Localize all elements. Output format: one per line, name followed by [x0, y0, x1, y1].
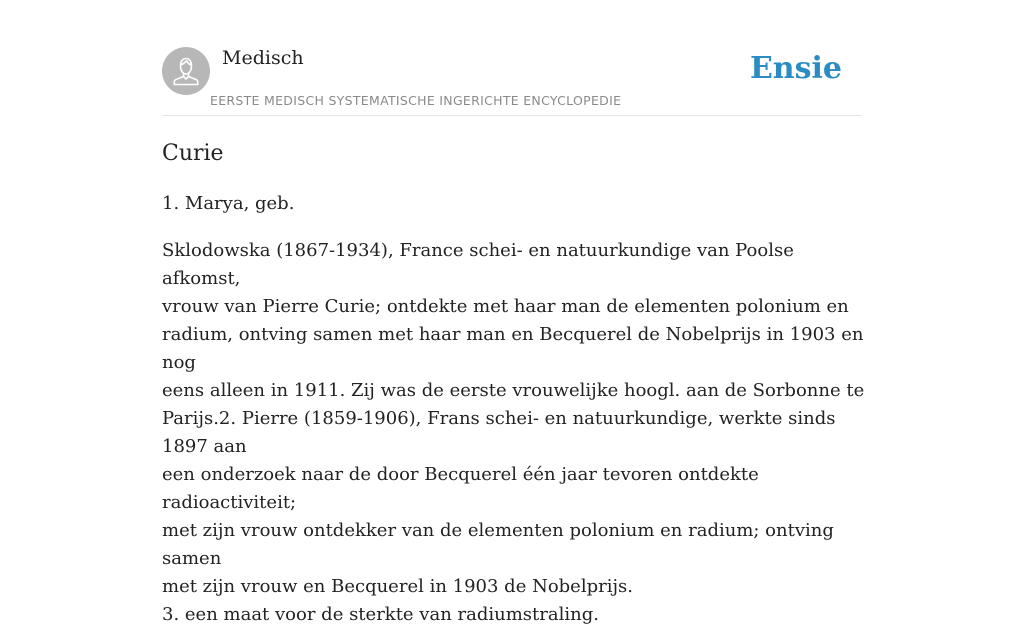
entry-content	[162, 138, 872, 629]
header	[162, 0, 862, 116]
definition-line: Sklodowska (1867-1934), France schei- en natuurkundige van Poolse afkomst,	[162, 240, 794, 289]
definition-line: Parijs.2. Pierre (1859-1906), Frans schei- en natuurkundige, werkte sinds 1897 aan	[162, 408, 836, 457]
source-subtitle: EERSTE MEDISCH SYSTEMATISCHE INGERICHTE ENCYCLOPEDIE	[210, 93, 622, 108]
user-silhouette-icon	[162, 47, 210, 95]
definition-line: met zijn vrouw en Becquerel in 1903 de Nobelprijs.	[162, 576, 634, 597]
definition-line: een onderzoek naar de door Becquerel één jaar tevoren ontdekte radioactiviteit;	[162, 464, 759, 513]
ensie-logo[interactable]: Ensie	[749, 51, 842, 86]
definition-line: 3. een maat voor de sterkte van radiumstraling.	[162, 604, 599, 625]
definition-line: vrouw van Pierre Curie; ontdekte met haar man de elementen polonium en	[162, 296, 849, 317]
definition-paragraph-1: 1. Marya, geb.	[162, 193, 295, 214]
source-name[interactable]: Medisch	[222, 47, 304, 69]
definition-line: eens alleen in 1911. Zij was de eerste vrouwelijke hoogl. aan de Sorbonne te	[162, 380, 865, 401]
definition-paragraph-2	[162, 237, 872, 629]
definition-line: radium, ontving samen met haar man en Becquerel de Nobelprijs in 1903 en nog	[162, 324, 864, 373]
definition-line: met zijn vrouw ontdekker van de elementen polonium en radium; ontving samen	[162, 520, 834, 569]
source-avatar[interactable]	[162, 47, 210, 95]
entry-title: Curie	[162, 141, 224, 166]
